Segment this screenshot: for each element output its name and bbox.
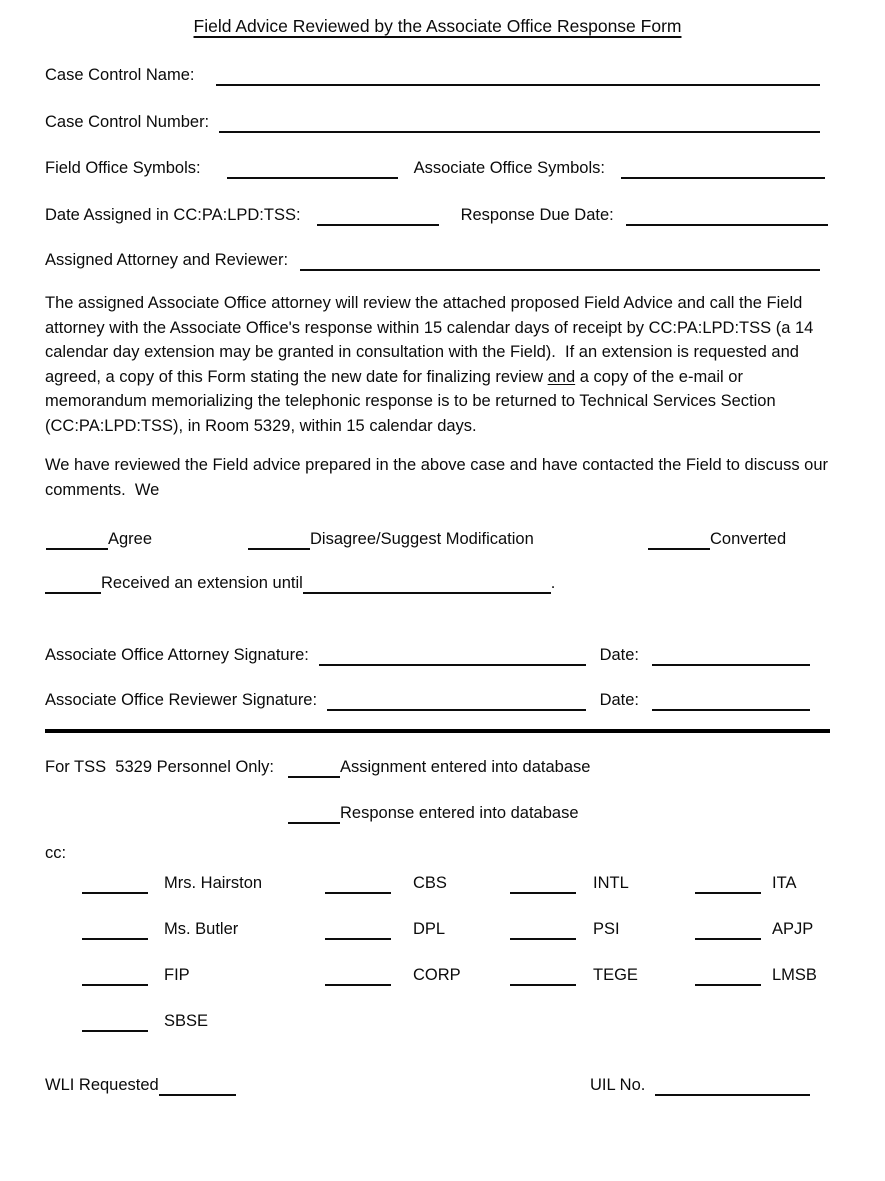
assigned-attorney-label: Assigned Attorney and Reviewer: bbox=[45, 251, 289, 269]
cc-item bbox=[510, 872, 629, 894]
disagree-option bbox=[248, 528, 534, 550]
associate-office-symbols-input[interactable] bbox=[621, 158, 825, 179]
cc-item bbox=[510, 964, 638, 986]
response-entered-label: Response entered into database bbox=[340, 804, 579, 822]
instructions-text-after: a copy of the e-mail or memorandum memorializing the telephonic response is to be returned to Technical Services Section (CC:PA:LPD:TSS), in Room 5329, within 15 calendar days. bbox=[45, 367, 781, 435]
extension-blank[interactable] bbox=[45, 573, 101, 594]
cc-item bbox=[325, 872, 447, 894]
cc-item bbox=[82, 1010, 208, 1032]
cc-sbse-blank[interactable] bbox=[82, 1011, 148, 1032]
cc-row-2 bbox=[45, 918, 830, 940]
form-title bbox=[45, 14, 830, 38]
agree-blank[interactable] bbox=[46, 529, 108, 550]
extension-label: Received an extension until bbox=[101, 574, 303, 592]
response-due-date-label: Response Due Date: bbox=[460, 206, 614, 224]
cc-label-row bbox=[45, 842, 830, 864]
cc-item bbox=[695, 918, 813, 940]
instructions-and-underlined: and bbox=[547, 367, 576, 386]
uil-group bbox=[590, 1074, 810, 1096]
cc-cbs-label: CBS bbox=[413, 874, 447, 892]
cc-row-4 bbox=[45, 1010, 830, 1032]
review-statement-paragraph: We have reviewed the Field advice prepared in the above case and have contacted the Field to discuss our comments. We bbox=[45, 456, 833, 499]
cc-sbse-label: SBSE bbox=[164, 1012, 209, 1030]
reviewer-signature-input[interactable] bbox=[327, 690, 585, 711]
cc-ita-blank[interactable] bbox=[695, 873, 761, 894]
response-due-date-input[interactable] bbox=[626, 205, 828, 226]
assigned-attorney-row bbox=[45, 249, 830, 271]
field-office-symbols-label: Field Office Symbols: bbox=[45, 159, 201, 177]
reviewer-signature-row bbox=[45, 689, 830, 711]
reviewer-signature-date-input[interactable] bbox=[652, 690, 810, 711]
attorney-signature-date-input[interactable] bbox=[652, 645, 810, 666]
associate-office-symbols-label: Associate Office Symbols: bbox=[413, 159, 605, 177]
cc-psi-label: PSI bbox=[593, 920, 620, 938]
cc-lmsb-label: LMSB bbox=[772, 966, 817, 984]
assignment-entered-label: Assignment entered into database bbox=[340, 758, 591, 776]
case-control-name-input[interactable] bbox=[216, 65, 820, 86]
extension-row bbox=[45, 572, 830, 594]
converted-option bbox=[648, 528, 786, 550]
cc-corp-blank[interactable] bbox=[325, 965, 391, 986]
uil-no-input[interactable] bbox=[655, 1075, 810, 1096]
tss-response-row bbox=[45, 802, 830, 824]
cc-apjp-blank[interactable] bbox=[695, 919, 761, 940]
cc-item bbox=[695, 964, 817, 986]
section-divider bbox=[45, 729, 830, 733]
dates-row bbox=[45, 204, 830, 226]
cc-ita-label: ITA bbox=[772, 874, 797, 892]
cc-corp-label: CORP bbox=[413, 966, 461, 984]
cc-item bbox=[325, 918, 445, 940]
cc-item bbox=[82, 964, 190, 986]
case-control-number-row bbox=[45, 111, 830, 133]
disagree-blank[interactable] bbox=[248, 529, 310, 550]
extension-date-input[interactable] bbox=[303, 573, 551, 594]
cc-lmsb-blank[interactable] bbox=[695, 965, 761, 986]
tss-personnel-label: For TSS 5329 Personnel Only: bbox=[45, 758, 274, 776]
case-control-name-row bbox=[45, 64, 830, 86]
tss-response-group bbox=[288, 802, 579, 824]
cc-dpl-blank[interactable] bbox=[325, 919, 391, 940]
cc-butler-blank[interactable] bbox=[82, 919, 148, 940]
instructions-paragraph bbox=[45, 291, 830, 438]
cc-apjp-label: APJP bbox=[772, 920, 814, 938]
form-title-text: Field Advice Reviewed by the Associate Office Response Form bbox=[193, 16, 682, 36]
assignment-entered-blank[interactable] bbox=[288, 757, 340, 778]
attorney-signature-input[interactable] bbox=[319, 645, 586, 666]
cc-fip-label: FIP bbox=[164, 966, 190, 984]
cc-hairston-label: Mrs. Hairston bbox=[164, 874, 263, 892]
wli-requested-input[interactable] bbox=[159, 1075, 236, 1096]
disagree-label: Disagree/Suggest Modification bbox=[310, 530, 534, 548]
agree-label: Agree bbox=[108, 530, 153, 548]
cc-fip-blank[interactable] bbox=[82, 965, 148, 986]
extension-period: . bbox=[550, 574, 556, 592]
date-assigned-input[interactable] bbox=[317, 205, 439, 226]
wli-requested-label: WLI Requested bbox=[45, 1076, 159, 1094]
tss-assignment-group bbox=[288, 756, 590, 778]
instructions-text-before: The assigned Associate Office attorney will review the attached proposed Field Advice and call the Field attorney with the Associate Office's response within 15 calendar days of receipt by CC:PA:LPD:TSS (a 14 calendar day extension may be granted in consultation with the Field). If an extension is requested and agreed, a copy of this Form stating the new date for finalizing review bbox=[45, 294, 818, 386]
cc-tege-blank[interactable] bbox=[510, 965, 576, 986]
attorney-signature-row bbox=[45, 644, 830, 666]
footer-row bbox=[45, 1074, 830, 1096]
cc-row-1 bbox=[45, 872, 830, 894]
field-office-symbols-input[interactable] bbox=[227, 158, 398, 179]
uil-no-label: UIL No. bbox=[590, 1076, 646, 1094]
cc-item bbox=[695, 872, 796, 894]
case-control-number-input[interactable] bbox=[219, 112, 820, 133]
response-options-row bbox=[45, 528, 830, 550]
office-symbols-row bbox=[45, 157, 830, 179]
wli-group bbox=[45, 1074, 236, 1096]
cc-tege-label: TEGE bbox=[593, 966, 638, 984]
cc-item bbox=[325, 964, 461, 986]
cc-dpl-label: DPL bbox=[413, 920, 446, 938]
attorney-date-label: Date: bbox=[599, 646, 639, 664]
cc-intl-blank[interactable] bbox=[510, 873, 576, 894]
cc-butler-label: Ms. Butler bbox=[164, 920, 239, 938]
agree-option bbox=[46, 528, 152, 550]
cc-item bbox=[510, 918, 620, 940]
cc-row-3 bbox=[45, 964, 830, 986]
cc-psi-blank[interactable] bbox=[510, 919, 576, 940]
cc-item bbox=[82, 872, 262, 894]
cc-cbs-blank[interactable] bbox=[325, 873, 391, 894]
cc-item bbox=[82, 918, 238, 940]
cc-label: cc: bbox=[45, 844, 67, 862]
reviewer-signature-label: Associate Office Reviewer Signature: bbox=[45, 691, 318, 709]
reviewer-date-label: Date: bbox=[599, 691, 639, 709]
case-control-number-label: Case Control Number: bbox=[45, 113, 210, 131]
date-assigned-label: Date Assigned in CC:PA:LPD:TSS: bbox=[45, 206, 301, 224]
attorney-signature-label: Associate Office Attorney Signature: bbox=[45, 646, 309, 664]
converted-blank[interactable] bbox=[648, 529, 710, 550]
cc-hairston-blank[interactable] bbox=[82, 873, 148, 894]
tss-assignment-row bbox=[45, 756, 830, 778]
cc-intl-label: INTL bbox=[593, 874, 629, 892]
response-entered-blank[interactable] bbox=[288, 803, 340, 824]
converted-label: Converted bbox=[710, 530, 787, 548]
assigned-attorney-input[interactable] bbox=[300, 250, 820, 271]
case-control-name-label: Case Control Name: bbox=[45, 66, 195, 84]
